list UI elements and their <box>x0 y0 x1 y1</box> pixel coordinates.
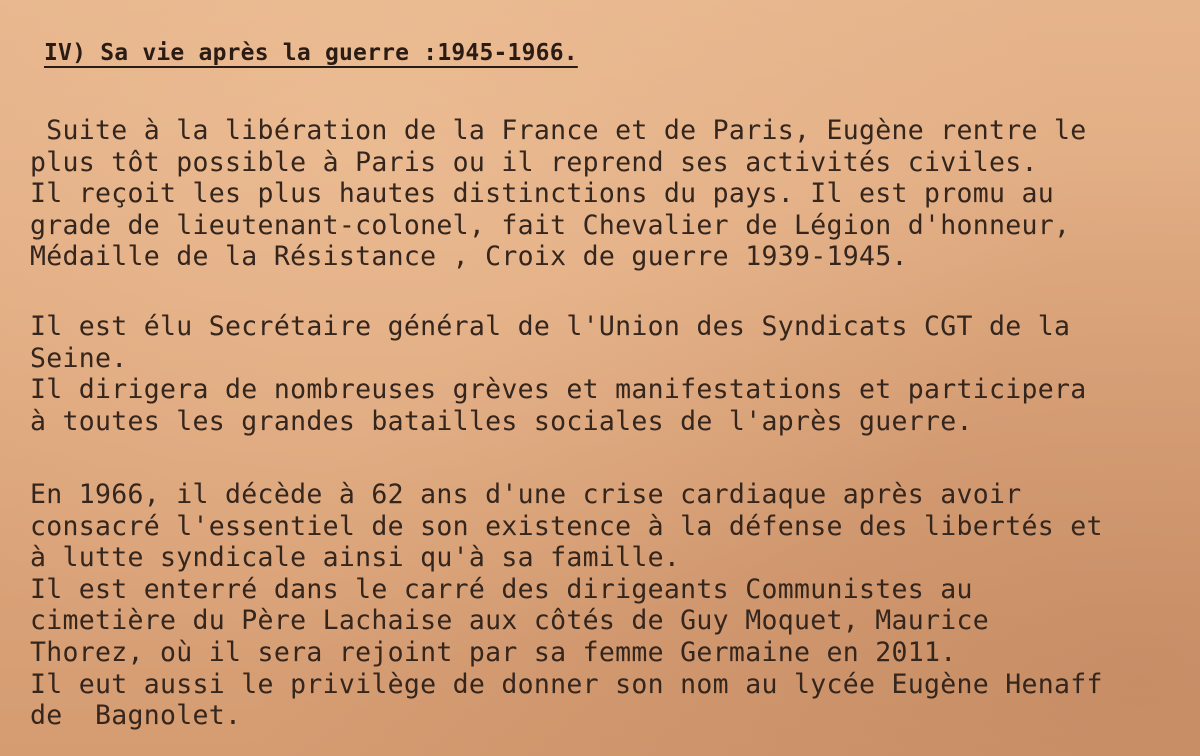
text-line: Suite à la libération de la France et de Paris, Eugène rentre le <box>30 115 1087 146</box>
text-line: Médaille de la Résistance , Croix de guerre 1939-1945. <box>30 241 908 273</box>
text-line: Il eut aussi le privilège de donner son nom au lycée Eugène Henaff <box>30 668 1103 700</box>
text-line: à toutes les grandes batailles sociales de l'après guerre. <box>30 405 973 437</box>
section-heading: IV) Sa vie après la guerre :1945-1966. <box>44 40 578 66</box>
paragraph-death <box>30 479 1103 732</box>
text-line: cimetière du Père Lachaise aux côtés de Guy Moquet, Maurice <box>30 605 990 637</box>
text-line: Il est élu Secrétaire général de l'Union des Syndicats CGT de la <box>30 311 1071 342</box>
text-line: plus tôt possible à Paris ou il reprend ses activités civiles. <box>30 146 1038 178</box>
text-line: à lutte syndicale ainsi qu'à sa famille. <box>30 542 681 574</box>
text-line: En 1966, il décède à 62 ans d'une crise cardiaque après avoir <box>30 479 1022 510</box>
text-line: Il est enterré dans le carré des dirigeants Communistes au <box>30 573 973 605</box>
text-line: de Bagnolet. <box>30 700 242 732</box>
paragraph-liberation <box>30 115 1087 273</box>
text-line: Il dirigera de nombreuses grèves et manifestations et participera <box>30 374 1087 406</box>
text-line: Il reçoit les plus hautes distinctions du pays. Il est promu au <box>30 178 1055 210</box>
paragraph-union <box>30 311 1087 437</box>
text-line: consacré l'essentiel de son existence à la défense des libertés et <box>30 510 1103 542</box>
text-line: Seine. <box>30 342 128 374</box>
text-line: Thorez, où il sera rejoint par sa femme Germaine en 2011. <box>30 636 957 668</box>
text-line: grade de lieutenant-colonel, fait Chevalier de Légion d'honneur, <box>30 209 1071 241</box>
